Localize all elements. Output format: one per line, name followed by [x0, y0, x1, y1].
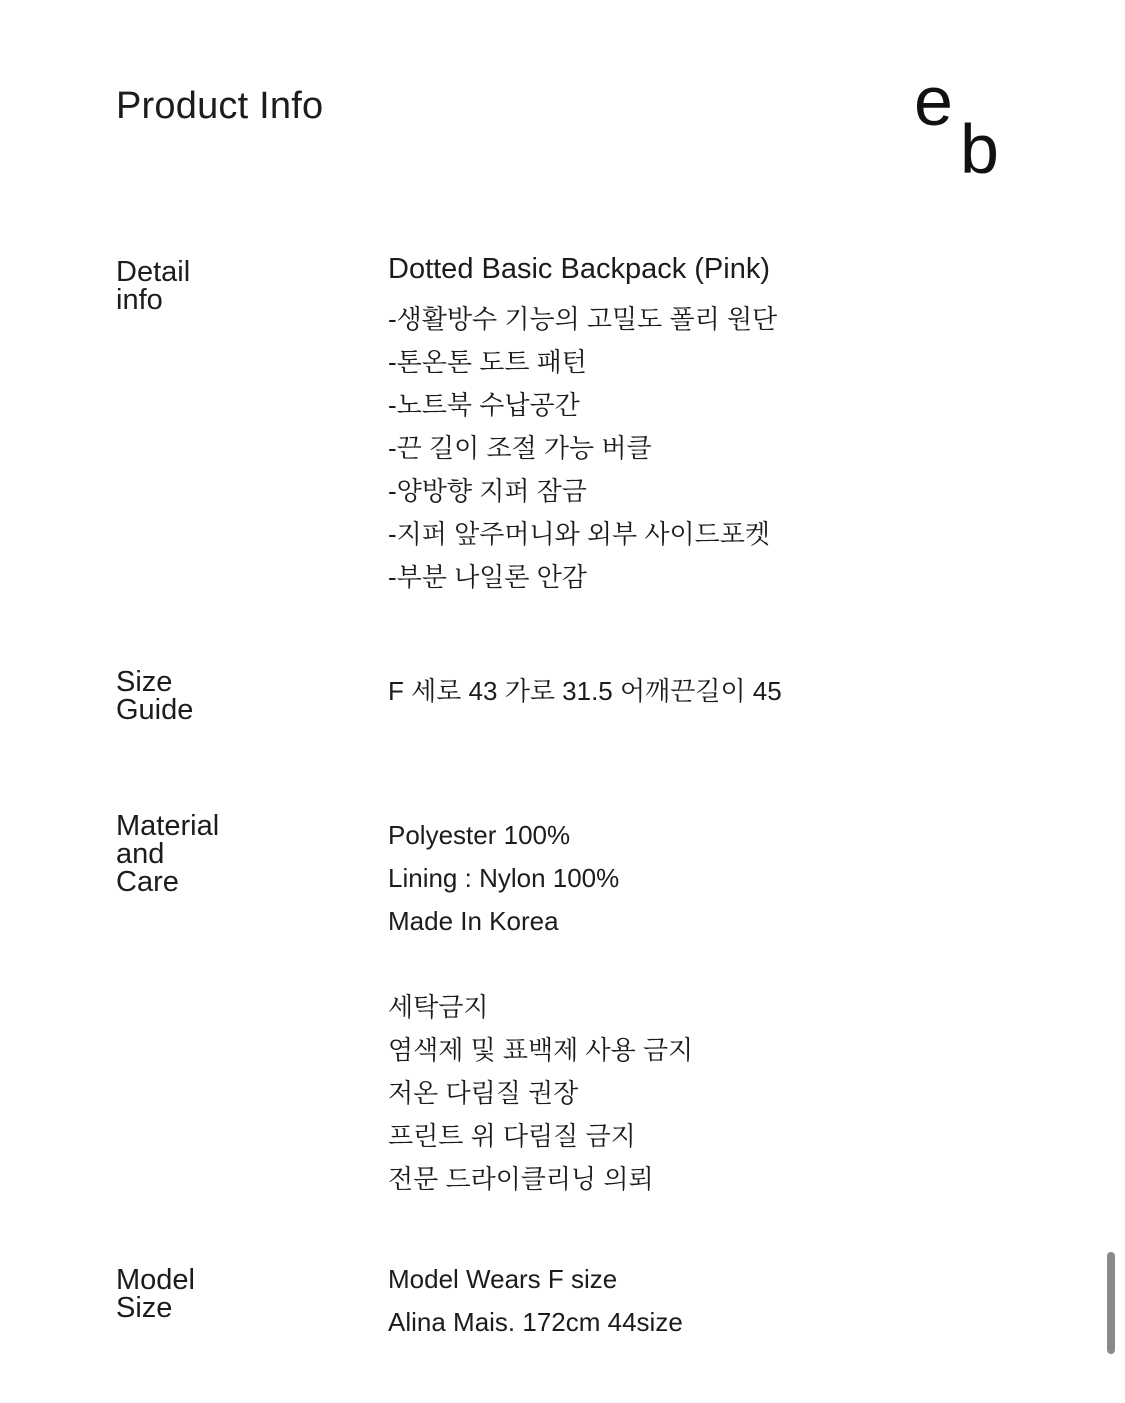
model-size-item: Model Wears F size [388, 1264, 618, 1294]
detail-info-label: Detail info [116, 256, 191, 316]
spacer [388, 943, 693, 986]
model-size-content [388, 1258, 683, 1344]
brand-logo [910, 62, 1020, 190]
detail-info-content [388, 254, 777, 599]
care-item: 세탁금지 [388, 992, 489, 1022]
care-item: 프린트 위 다림질 금지 [388, 1121, 636, 1151]
material-item: Polyester 100% [388, 820, 571, 850]
feature-item: -부분 나일론 안감 [388, 562, 587, 592]
feature-item: -톤온톤 도트 패턴 [388, 347, 587, 377]
care-item: 저온 다림질 권장 [388, 1078, 579, 1108]
size-guide-label: Size Guide [116, 666, 194, 726]
feature-item: -노트북 수납공간 [388, 390, 580, 420]
scrollbar-thumb[interactable] [1107, 1252, 1115, 1354]
care-item: 전문 드라이클리닝 의뢰 [388, 1164, 654, 1194]
material-item: Lining : Nylon 100% [388, 863, 620, 893]
feature-item: -양방향 지퍼 잠금 [388, 476, 587, 506]
feature-item: -생활방수 기능의 고밀도 폴리 원단 [388, 304, 778, 334]
care-item: 염색제 및 표백제 사용 금지 [388, 1035, 694, 1065]
model-size-item: Alina Mais. 172cm 44size [388, 1307, 683, 1337]
feature-item: -지퍼 앞주머니와 외부 사이드포켓 [388, 519, 770, 549]
logo-letter-e: e [914, 62, 951, 140]
model-size-label: Model Size [116, 1264, 195, 1324]
material-care-label: Material and Care [116, 810, 220, 898]
material-item: Made In Korea [388, 906, 559, 936]
feature-item: -끈 길이 조절 가능 버클 [388, 433, 652, 463]
size-value: F 세로 43 가로 31.5 어깨끈길이 45 [388, 676, 782, 706]
product-name: Dotted Basic Backpack (Pink) [388, 253, 770, 285]
logo-letter-b: b [960, 110, 999, 188]
size-guide-content [388, 670, 782, 713]
material-care-content [388, 814, 693, 1201]
page-title: Product Info [116, 85, 324, 127]
